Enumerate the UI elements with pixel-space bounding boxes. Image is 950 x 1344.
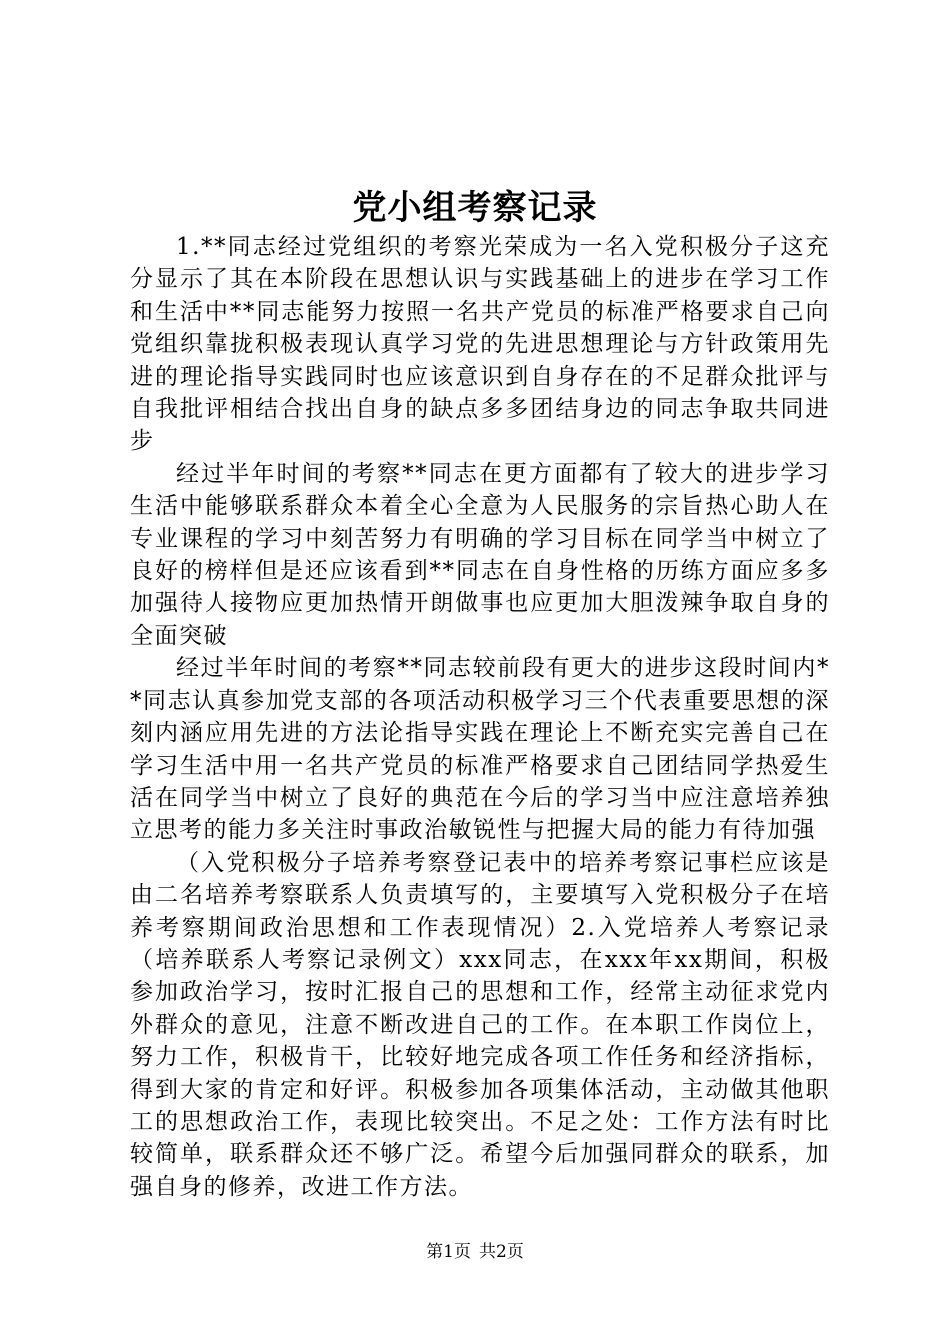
paragraph: （入党积极分子培养考察登记表中的培养考察记事栏应该是由二名培养考察联系人负责填写的，主要填写入党积极分子在培养考察期间政治思想和工作表现情况）2.入党培养人考察记录（培养联系人考察记录例文）xxx同志，在xxx年xx期间，积极参加政治学习，按时汇报自己的思想和工作，经常主动征求党内外群众的意见，注意不断改进自己的工作。在本职工作岗位上，努力工作，积极肯干，比较好地完成各项工作任务和经济指标，得到大家的肯定和好评。积极参加各项集体活动，主动做其他职工的思想政治工作，表现比较突出。不足之处：工作方法有时比较简单，联系群众还不够广泛。希望今后加强同群众的联系，加强自身的修养，改进工作方法。 xyxy=(130,849,830,1200)
total-pages: 共2页 xyxy=(479,1242,524,1262)
document-title: 党小组考察记录 xyxy=(352,188,598,228)
page-footer xyxy=(0,1240,950,1264)
page-number: 第1页 xyxy=(426,1242,471,1262)
paragraph: 经过半年时间的考察**同志在更方面都有了较大的进步学习生活中能够联系群众本着全心全意为人民服务的宗旨热心助人在专业课程的学习中刻苦努力有明确的学习目标在同学当中树立了良好的榜样但是还应该看到**同志在自身性格的历练方面应多多加强待人接物应更加热情开朗做事也应更加大胆泼辣争取自身的全面突破 xyxy=(130,460,830,649)
paragraph: 1.**同志经过党组织的考察光荣成为一名入党积极分子这充分显示了其在本阶段在思想认识与实践基础上的进步在学习工作和生活中**同志能努力按照一名共产党员的标准严格要求自己向党组织靠拢积极表现认真学习党的先进思想理论与方针政策用先进的理论指导实践同时也应该意识到自身存在的不足群众批评与自我批评相结合找出自身的缺点多多团结身边的同志争取共同进步 xyxy=(130,234,830,455)
document-body xyxy=(130,231,830,1203)
paragraph: 经过半年时间的考察**同志较前段有更大的进步这段时间内**同志认真参加党支部的各项活动积极学习三个代表重要思想的深刻内涵应用先进的方法论指导实践在理论上不断充实完善自己在学习生活中用一名共产党员的标准严格要求自己团结同学热爱生活在同学当中树立了良好的典范在今后的学习当中应注意培养独立思考的能力多关注时事政治敏锐性与把握大局的能力有待加强 xyxy=(130,655,830,844)
